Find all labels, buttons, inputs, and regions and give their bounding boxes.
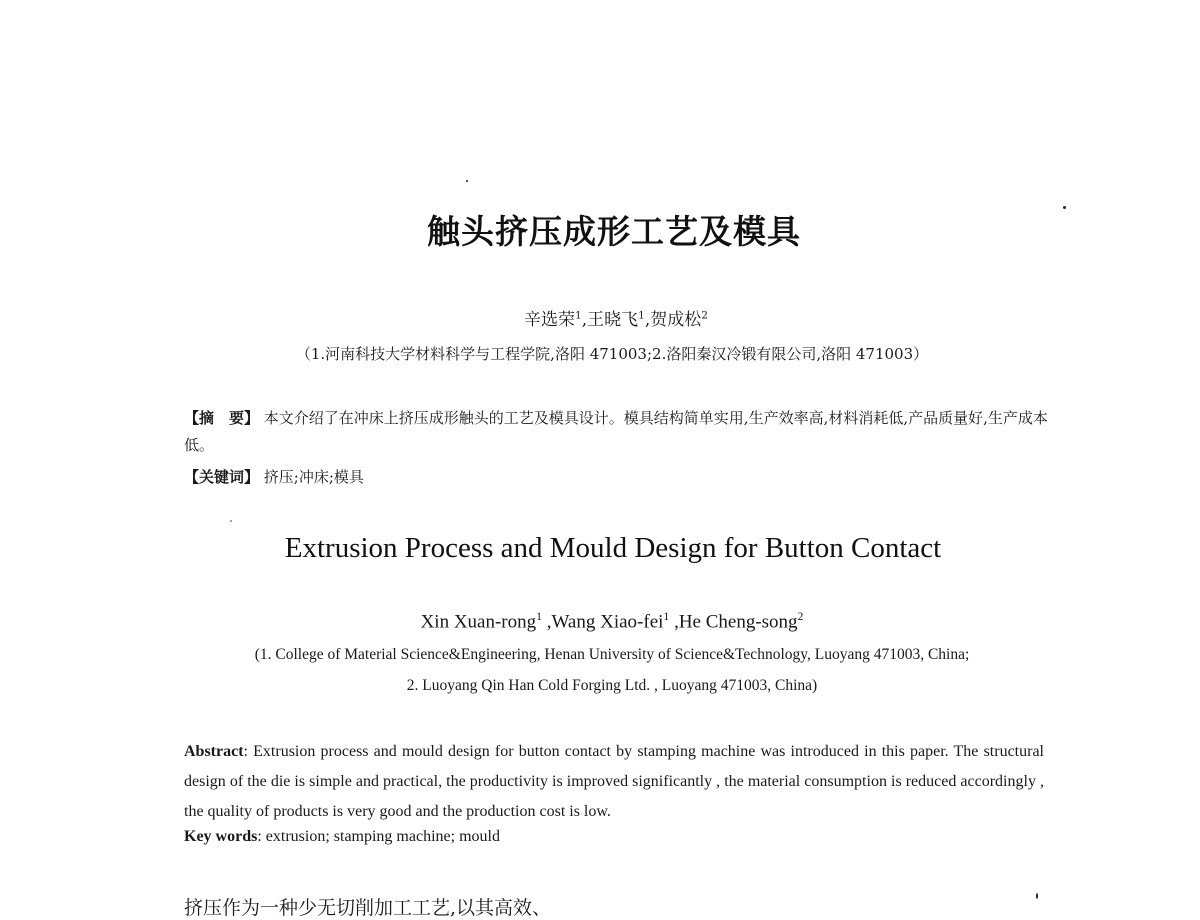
chinese-abstract [184, 405, 1054, 459]
author-separator: , [542, 611, 552, 633]
author-affiliation-mark: 1 [663, 610, 670, 623]
english-title: Extrusion Process and Mould Design for Button Contact [284, 532, 942, 564]
author-affiliation-mark: 1 [638, 309, 645, 322]
author-separator: , [581, 310, 588, 330]
english-affiliation-line-2: 2. Luoyang Qin Han Cold Forging Ltd. , Luoyang 471003, China) [406, 677, 818, 694]
author-affiliation-mark: 2 [701, 309, 708, 322]
author-separator: , [669, 611, 679, 633]
author-affiliation-mark: 2 [797, 610, 804, 623]
abstract-text: 本文介绍了在冲床上挤压成形触头的工艺及模具设计。模具结构简单实用,生产效率高,材料消耗低,产品质量好,生产成本低。 [184, 409, 1048, 454]
english-keywords [184, 828, 1044, 846]
english-affiliation-line-1: (1. College of Material Science&Engineering, Henan University of Science&Technology, Luoyang 471003, China; [254, 646, 970, 663]
body-first-line: 挤压作为一种少无切削加工工艺,以其高效、 [184, 897, 552, 919]
scan-speck [230, 520, 232, 522]
author-name: 辛选荣 [524, 310, 576, 330]
english-author-list [0, 610, 1200, 633]
author-separator: , [644, 310, 651, 330]
keywords-label: Key words [184, 828, 258, 845]
abstract-label: Abstract [184, 743, 244, 760]
keywords-text: 挤压;冲床;模具 [263, 468, 364, 486]
author-affiliation-mark: 1 [575, 309, 582, 322]
chinese-author-list [0, 305, 1200, 330]
scan-speck [1063, 206, 1066, 209]
abstract-text: : Extrusion process and mould design for button contact by stamping machine was introduced in this paper. The structural design of the die is simple and practical, the productivity is improved significantly , the material consumption is reduced accordingly , the quality of products is very good and the production cost is low. [184, 743, 1044, 820]
author-name: Wang Xiao-fei [551, 611, 664, 633]
author-name: 王晓飞 [587, 310, 639, 330]
author-name: 贺成松 [650, 310, 702, 330]
author-name: He Cheng-song [678, 611, 798, 633]
abstract-label: 【摘 要】 [184, 409, 260, 427]
chinese-keywords [184, 465, 1054, 489]
scan-speck [1036, 893, 1038, 899]
chinese-title: 触头挤压成形工艺及模具 [427, 212, 801, 251]
keywords-text: : extrusion; stamping machine; mould [257, 828, 500, 845]
chinese-affiliation: （1.河南科技大学材料科学与工程学院,洛阳 471003;2.洛阳秦汉冷锻有限公司,洛阳 471003） [295, 345, 929, 363]
english-abstract [184, 737, 1044, 827]
scan-speck [466, 180, 468, 182]
author-affiliation-mark: 1 [536, 610, 543, 623]
author-name: Xin Xuan-rong [420, 611, 537, 633]
keywords-label: 【关键词】 [184, 468, 260, 486]
